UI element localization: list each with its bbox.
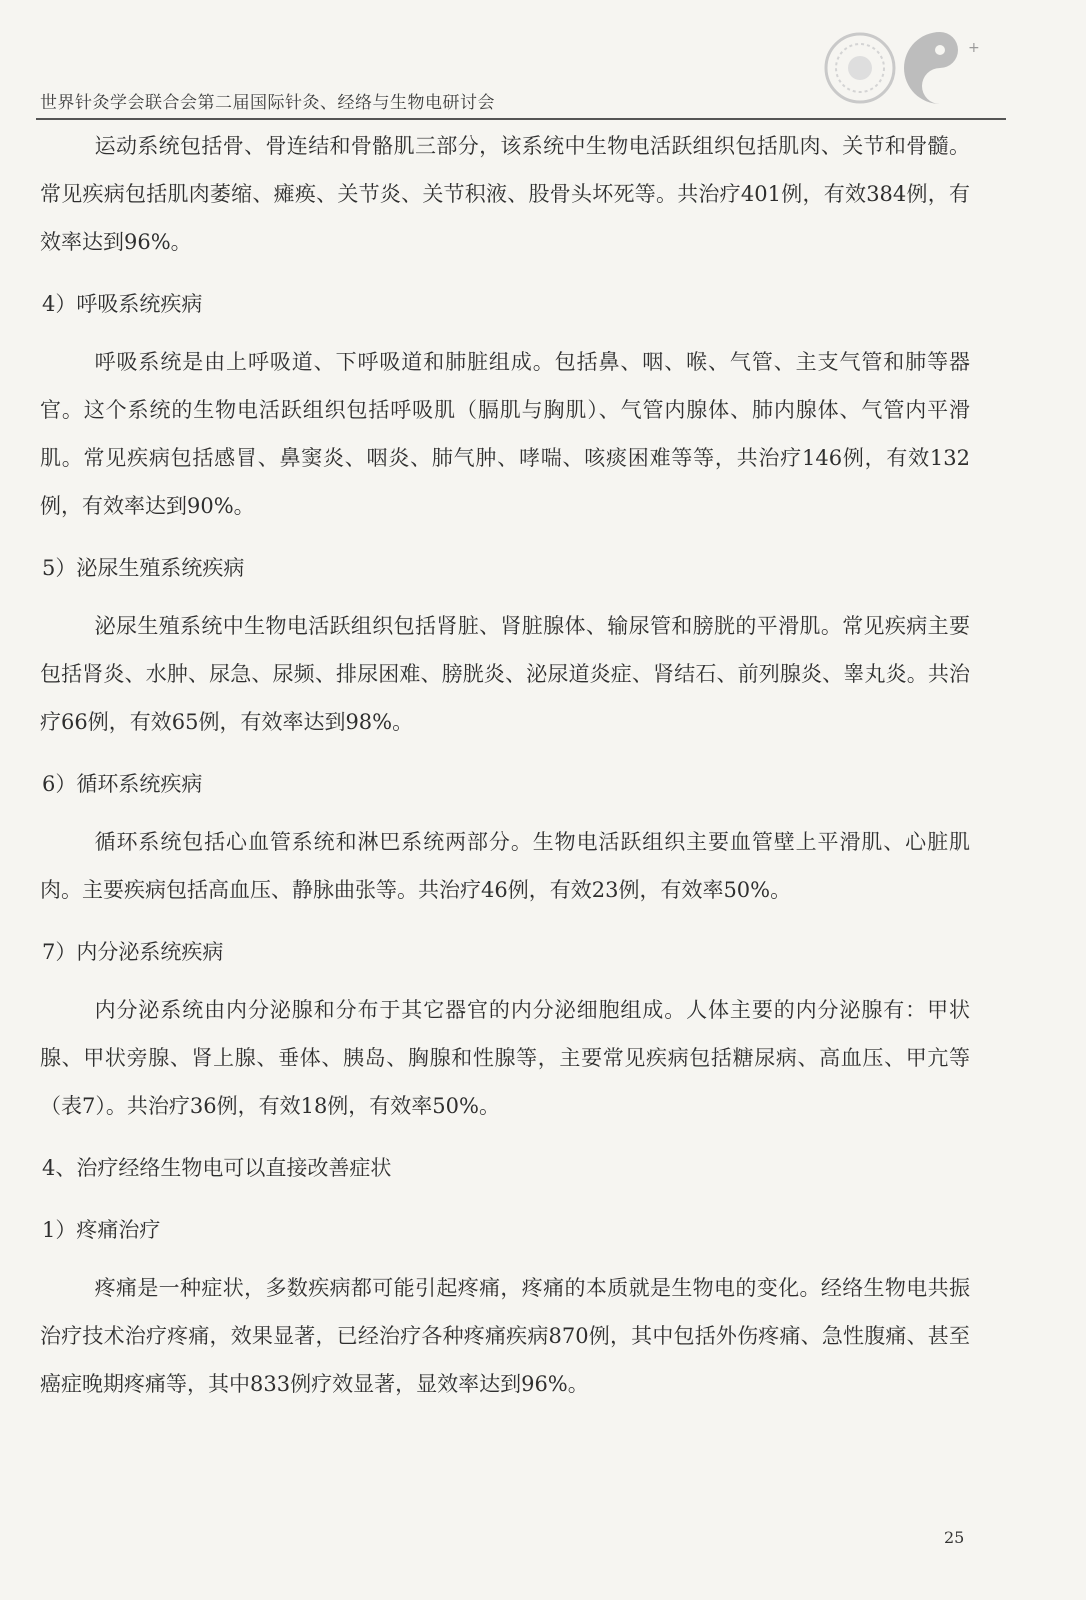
heading-pain-treatment: 1）疼痛治疗 [42,1218,161,1242]
heading-endocrine-system: 7）内分泌系统疾病 [42,940,224,964]
header-divider [36,118,1006,120]
conference-title: 世界针灸学会联合会第二届国际针灸、经络与生物电研讨会 [40,93,495,113]
heading-circulatory-system: 6）循环系统疾病 [42,772,203,796]
heading-respiratory-system: 4）呼吸系统疾病 [42,292,203,316]
paragraph-motor-system: 运动系统包括骨、骨连结和骨骼肌三部分，该系统中生物电活跃组织包括肌肉、关节和骨髓。常见疾病包括肌肉萎缩、瘫痪、关节炎、关节积液、股骨头坏死等。共治疗401例，有效384例，有效率达到96%。 [40,134,970,254]
paragraph-urogenital-system: 泌尿生殖系统中生物电活跃组织包括肾脏、肾脏腺体、输尿管和膀胱的平滑肌。常见疾病主要包括肾炎、水肿、尿急、尿频、排尿困难、膀胱炎、泌尿道炎症、肾结石、前列腺炎、睾丸炎。共治疗66例，有效65例，有效率达到98%。 [40,614,970,734]
page-header [30,0,1030,122]
svg-text:+: + [968,40,980,56]
paragraph-respiratory-system: 呼吸系统是由上呼吸道、下呼吸道和肺脏组成。包括鼻、咽、喉、气管、主支气管和肺等器官。这个系统的生物电活跃组织包括呼吸肌（膈肌与胸肌）、气管内腺体、肺内腺体、气管内平滑肌。常见疾病包括感冒、鼻窦炎、咽炎、肺气肿、哮喘、咳痰困难等等，共治疗146例，有效132例，有效率达到90%。 [40,350,970,518]
page-body [40,122,970,1408]
paragraph-endocrine-system: 内分泌系统由内分泌腺和分布于其它器官的内分泌细胞组成。人体主要的内分泌腺有：甲状腺、甲状旁腺、肾上腺、垂体、胰岛、胸腺和性腺等，主要常见疾病包括糖尿病、高血压、甲亢等（表7）。共治疗36例，有效18例，有效率50%。 [40,998,970,1118]
heading-urogenital-system: 5）泌尿生殖系统疾病 [42,556,245,580]
paragraph-circulatory-system: 循环系统包括心血管系统和淋巴系统两部分。生物电活跃组织主要血管壁上平滑肌、心脏肌肉。主要疾病包括高血压、静脉曲张等。共治疗46例，有效23例，有效率50%。 [40,830,970,902]
conference-logo [800,22,1000,112]
heading-symptom-improvement: 4、治疗经络生物电可以直接改善症状 [42,1156,392,1180]
page-number: 25 [944,1528,965,1547]
paragraph-pain-treatment: 疼痛是一种症状，多数疾病都可能引起疼痛，疼痛的本质就是生物电的变化。经络生物电共振治疗技术治疗疼痛，效果显著，已经治疗各种疼痛疾病870例，其中包括外伤疼痛、急性腹痛、甚至癌症晚期疼痛等，其中833例疗效显著，显效率达到96%。 [40,1276,970,1396]
